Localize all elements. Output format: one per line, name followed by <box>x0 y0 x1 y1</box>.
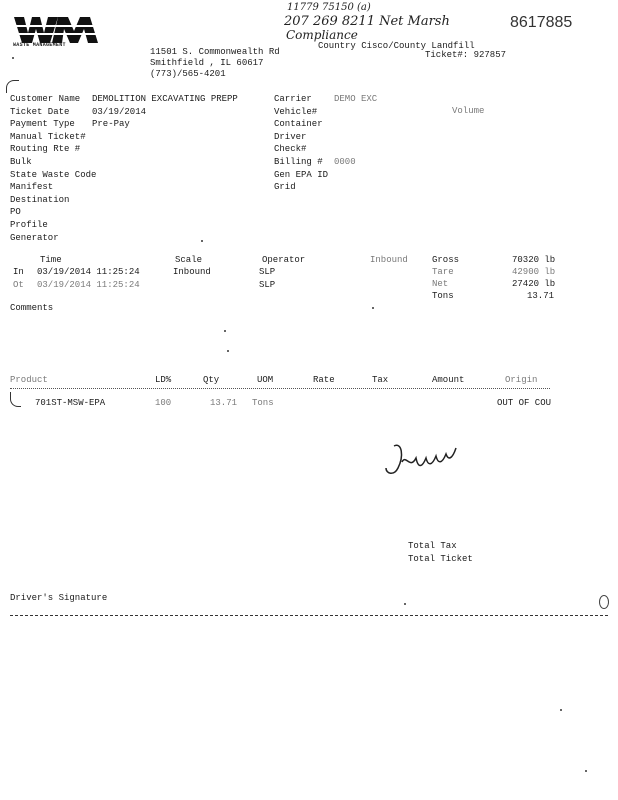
product-row-ld: 100 <box>155 398 172 408</box>
scan-speck <box>372 307 374 309</box>
right-field-label: Driver <box>274 131 307 142</box>
weight-net-label: Net <box>432 279 449 289</box>
weight-tare-value: 42900 lb <box>512 267 556 277</box>
weight-gross-label: Gross <box>432 255 460 265</box>
left-field-label: Manifest <box>10 182 54 193</box>
product-row-qty: 13.71 <box>210 398 238 408</box>
scale-row-out-operator: SLP <box>259 280 276 290</box>
product-header-product: Product <box>10 375 48 385</box>
left-field-label: Manual Ticket# <box>10 131 86 142</box>
handwritten-signature-mark <box>380 440 470 485</box>
scale-row-in-scale: Inbound <box>173 267 211 277</box>
volume-label: Volume <box>452 106 485 116</box>
left-field-label: Customer Name <box>10 94 81 104</box>
scan-speck <box>201 240 203 242</box>
left-field-label: PO <box>10 207 21 218</box>
product-header-uom: UOM <box>257 375 274 385</box>
right-field-label: Grid <box>274 182 296 193</box>
right-field-value: DEMO EXC <box>334 94 378 104</box>
product-header-underline <box>10 388 550 389</box>
total-ticket-label: Total Ticket <box>408 554 473 564</box>
product-header-ld: LD% <box>155 375 172 385</box>
product-row-product: 701ST-MSW-EPA <box>35 398 106 408</box>
handwritten-ticket-number: 8617885 <box>510 14 573 31</box>
scan-mark <box>6 80 19 93</box>
left-field-label: Bulk <box>10 157 32 167</box>
right-field-label: Billing # <box>274 157 323 167</box>
product-row-uom: Tons <box>252 398 274 408</box>
weight-gross-value: 70320 lb <box>512 255 556 265</box>
left-field-value: DEMOLITION EXCAVATING PREPP <box>92 94 238 104</box>
weight-tare-label: Tare <box>432 267 454 277</box>
scan-mark-2 <box>10 392 21 407</box>
left-field-value: 03/19/2014 <box>92 106 147 117</box>
right-field-label: Gen EPA ID <box>274 169 329 180</box>
left-field-label: Ticket Date <box>10 106 70 117</box>
left-field-label: Payment Type <box>10 119 75 130</box>
scale-header-operator: Operator <box>262 255 306 265</box>
left-field-label: Routing Rte # <box>10 144 81 155</box>
signature-text <box>440 460 443 461</box>
site-phone: (773)/565-4201 <box>150 69 226 79</box>
comments-label: Comments <box>10 303 54 313</box>
driver-signature-line <box>10 615 608 616</box>
product-header-rate: Rate <box>313 375 335 385</box>
scale-header-inbound: Inbound <box>370 255 408 265</box>
weight-tons-label: Tons <box>432 291 454 301</box>
handwritten-note-1: 11779 75150 (a) <box>287 2 371 13</box>
site-street: 11501 S. Commonwealth Rd <box>150 47 280 57</box>
scale-row-in-prefix: In <box>13 267 24 277</box>
right-field-label: Carrier <box>274 94 312 104</box>
scale-row-in-operator: SLP <box>259 267 276 277</box>
scan-speck <box>12 57 14 59</box>
right-field-value: 0000 <box>334 157 356 167</box>
company-logo <box>12 13 102 49</box>
product-row-origin: OUT OF COU <box>497 398 552 408</box>
scale-row-out-time: 03/19/2014 11:25:24 <box>37 280 140 290</box>
left-field-label: Destination <box>10 194 70 205</box>
landfill-name: Country Cisco/County Landfill <box>318 41 475 51</box>
total-tax-label: Total Tax <box>408 541 457 551</box>
scan-speck <box>404 603 406 605</box>
scan-speck <box>585 770 587 772</box>
scan-speck <box>227 350 229 352</box>
handwritten-note-3: Compliance <box>286 28 358 42</box>
scale-header-time: Time <box>40 255 62 265</box>
scale-header-scale: Scale <box>175 255 203 265</box>
scan-speck <box>560 709 562 711</box>
right-field-label: Vehicle# <box>274 106 318 117</box>
product-header-origin: Origin <box>505 375 538 385</box>
product-header-tax: Tax <box>372 375 389 385</box>
right-field-label: Check# <box>274 144 307 155</box>
site-city: Smithfield , IL 60617 <box>150 58 264 68</box>
left-field-label: State Waste Code <box>10 169 97 180</box>
company-name: WASTE MANAGEMENT <box>13 42 66 48</box>
left-field-label: Generator <box>10 232 59 243</box>
driver-signature-label: Driver's Signature <box>10 593 108 603</box>
product-header-qty: Qty <box>203 375 220 385</box>
scan-hole-mark <box>599 595 609 609</box>
scale-row-out-prefix: Ot <box>13 280 24 290</box>
scale-row-in-time: 03/19/2014 11:25:24 <box>37 267 140 277</box>
left-field-value: Pre-Pay <box>92 119 130 130</box>
scan-speck <box>224 330 226 332</box>
left-field-label: Profile <box>10 220 48 230</box>
right-field-label: Container <box>274 119 323 130</box>
handwritten-note-2: 207 269 8211 Net Marsh <box>284 14 450 29</box>
weight-tons-value: 13.71 <box>527 291 555 301</box>
ticket-number: Ticket#: 927857 <box>425 50 507 60</box>
weight-net-value: 27420 lb <box>512 279 556 289</box>
product-header-amount: Amount <box>432 375 465 385</box>
